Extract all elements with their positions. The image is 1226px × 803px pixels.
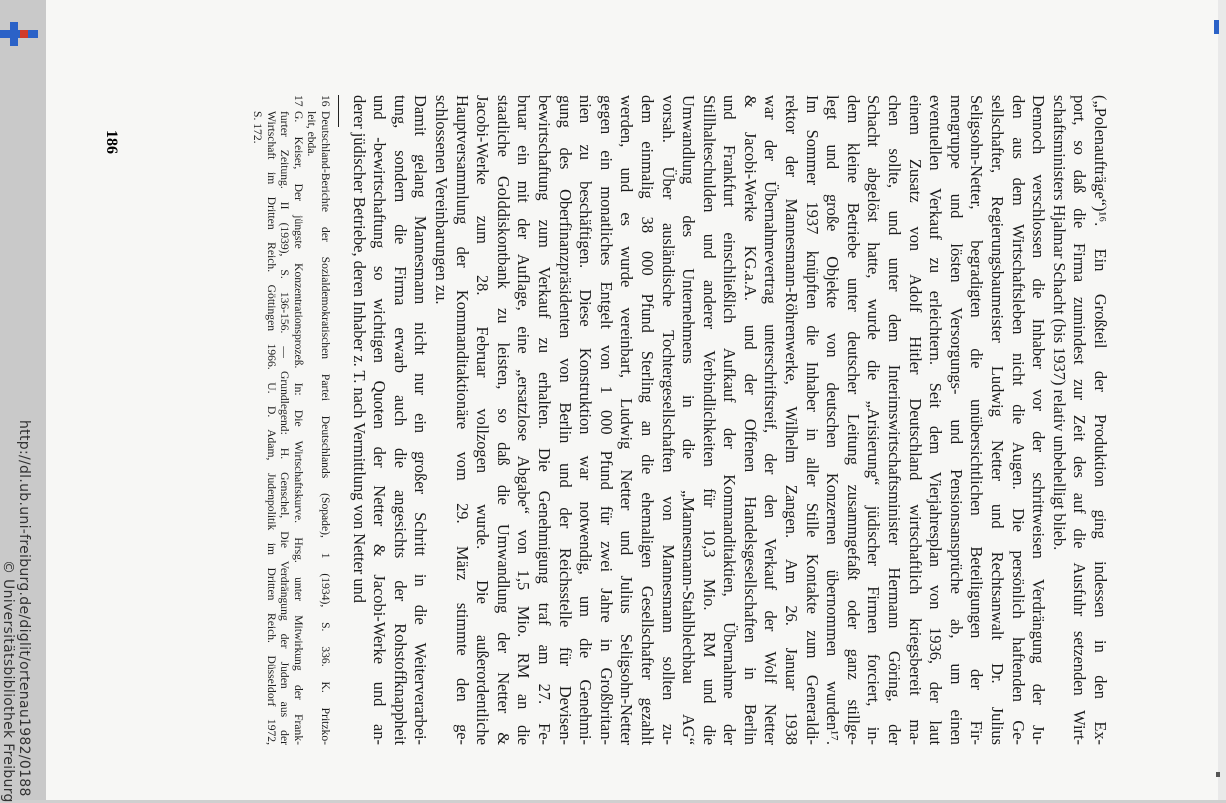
text-line: mengruppe und lösten Versorgungs- und Pensionsansprüche ab, um einen	[946, 95, 966, 745]
text-line: gegen ein monatliches Entgelt von 1 000 Pfund für zwei Jahre in Großbritan-	[596, 95, 616, 745]
text-line: tung, sondern die Firma erwarb auch die angesichts der Rohstoffknappheit	[390, 95, 410, 745]
text-line: staatliche Golddiskontbank zu leisten, so daß die Umwandlung der Netter &	[493, 95, 513, 745]
text-line: bewirtschaftung zum Verkauf zu erhalten. Die Genehmigung traf am 27. Fe-	[534, 95, 554, 745]
text-line: Jacobi-Werke zum 28. Februar vollzogen wurde. Die außerordentliche	[473, 95, 493, 745]
text-line: schaftsministers Hjalmar Schacht (bis 1937) relativ unbehelligt blieb.	[1049, 95, 1069, 551]
scan-color-mark-icon	[20, 30, 28, 38]
text-line: Seligsohn-Netter, begradigten die unübersichtlichen Beteiligungen der Fir-	[967, 95, 987, 745]
footnote-line: furter Zeitung. II (1939), S. 136-156. — Grundlegend: H. Genschel, Die Verdrängung der Juden aus der	[278, 111, 292, 745]
paragraph	[348, 95, 430, 745]
text-line: rektor der Mannesmann-Röhrenwerke, Wilhelm Zangen. Am 26. Januar 1938	[782, 95, 802, 745]
text-line: vorsah. Über ausländische Tochtergesellschaften von Mannesmann sollten zu-	[658, 95, 678, 745]
text-line: Umwandlung des Unternehmens in die „Mannesmann-Stahlblechbau AG“	[679, 95, 699, 745]
source-url[interactable]: http://dl.ub.uni-freiburg.de/diglit/ortenau1982/0188	[16, 420, 32, 797]
text-line: dem einmalig 38 000 Pfund Sterling an die ehemaligen Gesellschafter gezahlt	[637, 95, 657, 745]
text-line: Hauptversammlung der Kommanditaktionäre vom 29. März stimmte den ge-	[452, 95, 472, 745]
text-line: legt und große Objekte von deutschen Konzernen übernommen wurden¹⁷.	[823, 95, 843, 745]
text-line: Damit gelang Mannesmann nicht nur ein großer Schritt in die Weiterverarbei-	[411, 95, 431, 745]
footnote-line: leit, ebda.	[305, 111, 319, 157]
paragraph	[1048, 95, 1110, 745]
text-line: dem kleine Betriebe unter deutscher Leitung zusammgefaßt oder ganz stillge-	[843, 95, 863, 745]
footnote-divider	[338, 95, 339, 127]
text-line: nien zu beschäftigen. Diese Konstruktion war notwendig, um die Genehmi-	[576, 95, 596, 745]
text-line: derer jüdischer Betriebe, deren Inhaber z. T. nach Vermittlung von Netter und	[349, 95, 369, 603]
text-line: Dennoch verschlossen die Inhaber vor der schrittweisen Verdrängung der Ju-	[1029, 95, 1049, 745]
paragraph	[430, 95, 1048, 745]
footnote-number: 16	[319, 95, 333, 107]
scan-target-mark-icon	[10, 22, 18, 46]
text-line: & Jacobi-Werke KG.a.A. und der Offenen Handelsgesellschaften in Berlin	[740, 95, 760, 745]
page-number: 186	[103, 130, 120, 154]
scan-corner-mark-icon	[1216, 772, 1220, 777]
scan-target-mark-icon	[0, 30, 38, 38]
text-line: Im Sommer 1937 knüpften die Inhaber in aller Stille Kontakte zum Generaldi-	[802, 95, 822, 745]
body-text	[348, 95, 1110, 745]
copyright-notice: © Universitätsbibliothek Freiburg	[0, 560, 16, 803]
page-text-block	[120, 95, 1110, 745]
text-line: war der Übernahmevertrag unterschriftsreif, der den Verkauf der Wolf Netter	[761, 95, 781, 745]
text-line: und Frankfurt einschließlich Aufkauf der Kommanditaktien, Übernahme der	[720, 95, 740, 745]
text-line: („Polenaufträge“)¹⁶. Ein Großteil der Produktion ging indessen in den Ex-	[1091, 95, 1110, 745]
footnote-line	[291, 95, 305, 745]
text-line: schlossenen Vereinbarungen zu.	[432, 95, 451, 305]
text-line: eventuellen Verkauf zu erleichtern. Seit dem Vierjahresplan von 1936, der laut	[926, 95, 946, 745]
text-line: bruar ein mit der Auflage, eine „ersatzlose Abgabe“ von 1,5 Mio. RM an die	[514, 95, 534, 745]
footnote-number: 17	[291, 95, 305, 107]
footnote-text: G. Keiser, Der jüngste Konzentrationsprozeß. In: Die Wirtschaftskurve. Hrsg. unter Mitwirkung der Frank-	[291, 111, 305, 745]
footnote-text: Deutschland-Berichte der Sozialdemokratischen Partei Deutschlands (Sopade), 1 (1934), S. 336. K. Pritzko-	[319, 111, 333, 745]
text-line: Schacht abgelöst hatte, wurde die „Arisierung“ jüdischer Firmen forciert, in-	[864, 95, 884, 745]
text-line: werden, und es wurde vereinbart, Ludwig Netter und Julius Seligsohn-Netter	[617, 95, 637, 745]
text-line: port, so daß die Firma zumindest zur Zeit des auf die Ausfuhr setzenden Wirt-	[1070, 95, 1090, 745]
text-line: den aus dem Wirtschaftsleben nicht die Augen. Die persönlich haftenden Ge-	[1008, 95, 1028, 745]
source-attribution	[0, 420, 42, 803]
text-line: chen sollte, und unter dem Interimswirtschaftsminister Hermann Göring, der	[885, 95, 905, 745]
text-line: einem Zusatz von Adolf Hitler Deutschland wirtschaftlich kriegsbereit ma-	[905, 95, 925, 745]
footnotes	[250, 95, 332, 745]
page-number-container	[96, 130, 120, 190]
text-line: und -bewirtschaftung so wichtigen Quoten der Netter & Jacobi-Werke und an-	[370, 95, 390, 745]
footnote	[305, 95, 332, 745]
text-line: Stillhalteschulden und anderer Verbindlichkeiten für 10,3 Mio. RM und die	[699, 95, 719, 745]
footnote-line: Wirtschaft im Dritten Reich. Göttingen 1966. U. D. Adam, Judenpolitik im Dritten Reich. Düsseldorf 1972,	[264, 111, 278, 745]
footnote	[250, 95, 304, 745]
footnote-line: S. 172.	[251, 111, 265, 144]
footnote-line	[318, 95, 332, 745]
scan-target-mark-icon	[1214, 20, 1219, 34]
text-line: sellschafter, Regierungsbaumeister Ludwig Netter und Rechtsanwalt Dr. Julius	[988, 95, 1008, 745]
right-page-edge	[1218, 0, 1226, 800]
text-line: gung des Oberfinanzpräsidenten von Berlin und der Reichsstelle für Devisen-	[555, 95, 575, 745]
